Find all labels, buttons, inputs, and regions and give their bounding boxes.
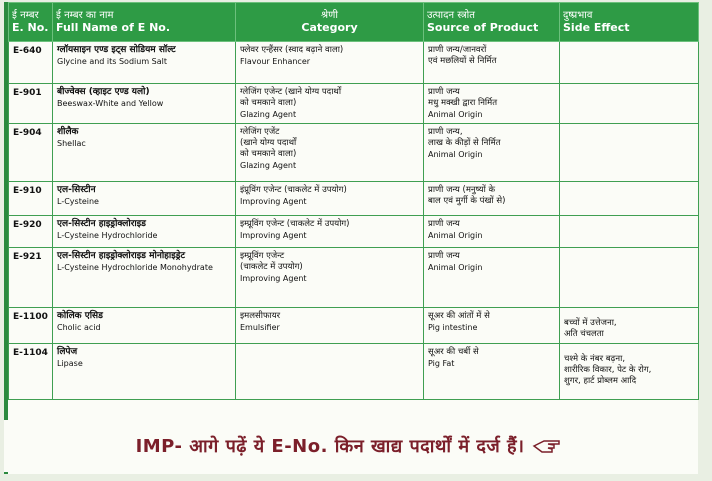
table-row: [9, 248, 699, 308]
category-hindi: (चाकलेट में उपयोग): [240, 262, 303, 272]
category-english: Flavour Enhancer: [240, 57, 311, 66]
footer-note: [4, 420, 694, 472]
name-hindi: कोलिक एसिड: [57, 311, 103, 321]
category-english: Improving Agent: [240, 231, 307, 240]
e-number-cell: [9, 344, 53, 400]
category-hindi: इम्प्रूविंग एजेन्ट (चाकलेट में उपयोग): [240, 219, 350, 229]
table-row: [9, 182, 699, 216]
side-effect-cell: [560, 124, 699, 182]
name-hindi: एल-सिस्टीन हाइड्रोक्लोराइड मोनोहाइड्रेट: [57, 251, 186, 261]
name-hindi: एल-सिस्टीन: [57, 185, 96, 195]
full-name-cell: [53, 216, 236, 248]
e-number-cell: [9, 84, 53, 124]
source-hindi: सूअर की चर्बी से: [428, 347, 479, 357]
side-effect-cell: [560, 308, 699, 344]
category-cell: [236, 124, 424, 182]
side-effect-text: शुगर, हार्ट प्रोब्लम आदि: [564, 376, 637, 386]
side-effect-cell: [560, 84, 699, 124]
source-hindi: प्राणी जन्य/जानवरों: [428, 45, 487, 55]
category-english: Glazing Agent: [240, 161, 297, 170]
category-cell: [236, 42, 424, 84]
category-cell: [236, 84, 424, 124]
source-hindi: प्राणी जन्य: [428, 87, 460, 97]
name-hindi: बीज्वेक्स (व्हाइट एण्ड यलो): [57, 87, 150, 97]
table-body: [9, 42, 699, 400]
e-number-table: [8, 2, 699, 400]
name-english: Cholic acid: [57, 323, 101, 332]
category-hindi: (खाने योग्य पदार्थों: [240, 138, 297, 148]
category-cell: [236, 248, 424, 308]
source-english: Animal Origin: [428, 150, 483, 159]
name-english: L-Cysteine: [57, 197, 99, 206]
side-effect-text: बच्चों में उत्तेजना,: [564, 318, 617, 328]
e-number: E-1104: [13, 348, 48, 358]
category-hindi: फ्लेवर एन्हैंसर (स्वाद बढ़ाने वाला): [240, 45, 344, 55]
name-english: Glycine and its Sodium Salt: [57, 57, 167, 66]
name-hindi: लिपेज: [57, 347, 78, 357]
category-english: Glazing Agent: [240, 110, 297, 119]
table-row: [9, 42, 699, 84]
full-name-cell: [53, 308, 236, 344]
name-hindi: शीलैक: [57, 127, 79, 137]
side-effect-cell: [560, 248, 699, 308]
e-number-sheet: [4, 2, 698, 474]
name-hindi: ग्लॉयसाइन एण्ड इट्स सोडियम सॉल्ट: [57, 45, 176, 55]
category-hindi: इंप्रूविंग एजेन्ट (चाकलेट में उपयोग): [240, 185, 347, 195]
source-cell: [424, 248, 560, 308]
category-english: Improving Agent: [240, 274, 307, 283]
full-name-cell: [53, 248, 236, 308]
e-number: E-910: [13, 186, 42, 196]
category-cell: [236, 344, 424, 400]
full-name-cell: [53, 344, 236, 400]
category-cell: [236, 182, 424, 216]
side-effect-cell: [560, 42, 699, 84]
e-number-cell: [9, 216, 53, 248]
e-number-cell: [9, 248, 53, 308]
category-hindi: ग्लेजिंग एजेन्ट (खाने योग्य पदार्थों: [240, 87, 342, 97]
side-effect-cell: [560, 344, 699, 400]
header-full-name: ई नम्बर का नाम Full Name of E No.: [53, 3, 236, 42]
source-english: Pig Fat: [428, 359, 455, 368]
table-header-row: [9, 3, 699, 42]
e-number-cell: [9, 182, 53, 216]
name-english: Beeswax-White and Yellow: [57, 99, 164, 108]
table-row: [9, 308, 699, 344]
name-hindi: एल-सिस्टीन हाइड्रोक्लोराइड: [57, 219, 146, 229]
source-cell: [424, 124, 560, 182]
category-hindi: को चमकाने वाला): [240, 149, 297, 159]
category-hindi: इम्प्रूविंग एजेन्ट: [240, 251, 285, 261]
category-hindi: इमलसीफायर: [240, 311, 281, 321]
name-english: Lipase: [57, 359, 83, 368]
e-number: E-921: [13, 252, 42, 262]
pointing-hand-icon: [532, 437, 562, 455]
full-name-cell: [53, 84, 236, 124]
full-name-cell: [53, 42, 236, 84]
source-hindi: सूअर की आंतों में से: [428, 311, 490, 321]
source-cell: [424, 42, 560, 84]
table-row: [9, 84, 699, 124]
source-cell: [424, 344, 560, 400]
header-category: श्रेणी Category: [236, 3, 424, 42]
source-cell: [424, 308, 560, 344]
header-eno: ई नम्बर E. No.: [9, 3, 53, 42]
source-hindi: मधु मक्खी द्वारा निर्मित: [428, 98, 498, 108]
source-cell: [424, 182, 560, 216]
source-english: Animal Origin: [428, 231, 483, 240]
e-number-cell: [9, 308, 53, 344]
e-number: E-901: [13, 88, 42, 98]
header-source: उत्पादन स्त्रोत Source of Product: [424, 3, 560, 42]
category-cell: [236, 308, 424, 344]
source-hindi: प्राणी जन्य (मनुष्यों के: [428, 185, 496, 195]
side-effect-text: चश्मे के नंबर बढ़ना,: [564, 354, 626, 364]
source-english: Pig intestine: [428, 323, 478, 332]
category-cell: [236, 216, 424, 248]
source-hindi: प्राणी जन्य: [428, 251, 460, 261]
table-row: [9, 216, 699, 248]
e-number-cell: [9, 42, 53, 84]
side-effect-text: अति चंचलता: [564, 329, 604, 339]
side-effect-cell: [560, 182, 699, 216]
full-name-cell: [53, 182, 236, 216]
e-number: E-1100: [13, 312, 48, 322]
source-cell: [424, 84, 560, 124]
category-english: Improving Agent: [240, 197, 307, 206]
e-number: E-640: [13, 46, 42, 56]
full-name-cell: [53, 124, 236, 182]
source-english: Animal Origin: [428, 110, 483, 119]
source-cell: [424, 216, 560, 248]
name-english: L-Cysteine Hydrochloride: [57, 231, 158, 240]
e-number: E-920: [13, 220, 42, 230]
imp-note-text: IMP- आगे पढ़ें ये E-No. किन खाद्य पदार्थों में दर्ज हैं।: [135, 436, 525, 457]
category-hindi: ग्लेजिंग एजेंट: [240, 127, 280, 137]
e-number: E-904: [13, 128, 42, 138]
source-hindi: प्राणी जन्य,: [428, 127, 463, 137]
source-hindi: प्राणी जन्य: [428, 219, 460, 229]
name-english: L-Cysteine Hydrochloride Monohydrate: [57, 263, 213, 272]
source-hindi: लाख के कीड़ों से निर्मित: [428, 138, 501, 148]
e-number-cell: [9, 124, 53, 182]
category-hindi: को चमकाने वाला): [240, 98, 297, 108]
side-effect-cell: [560, 216, 699, 248]
source-english: Animal Origin: [428, 263, 483, 272]
source-hindi: बाल एवं मुर्गी के पंखों से): [428, 196, 506, 206]
table-row: [9, 344, 699, 400]
table-row: [9, 124, 699, 182]
header-side-effect: दुष्प्रभाव Side Effect: [560, 3, 699, 42]
source-hindi: एवं मछलियों से निर्मित: [428, 56, 497, 66]
side-effect-text: शारीरिक विकार, पेट के रोग,: [564, 365, 652, 375]
name-english: Shellac: [57, 139, 86, 148]
category-english: Emulsifier: [240, 323, 280, 332]
